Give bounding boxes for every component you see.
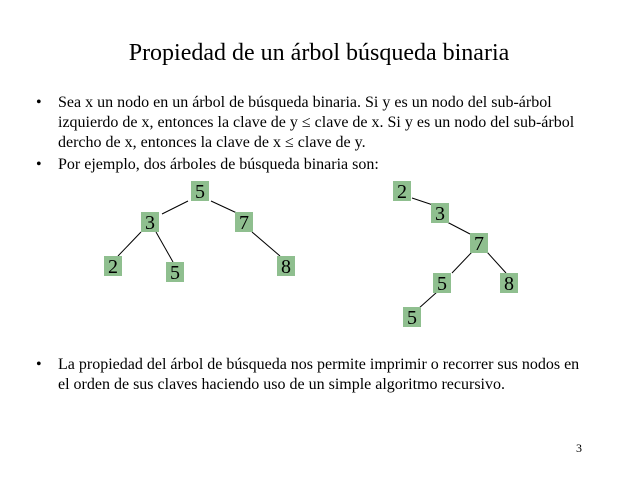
node-label: 5 [195, 181, 205, 203]
tree2-node-3 [431, 203, 449, 225]
tree2-node-8 [500, 273, 518, 295]
edge-7-5 [452, 252, 472, 273]
edge-7-8 [252, 232, 280, 256]
node-label: 5 [437, 273, 447, 295]
node-label: 7 [474, 233, 484, 255]
node-label: 2 [108, 256, 118, 278]
node-label: 3 [435, 203, 445, 225]
tree1-node-left-right [166, 262, 184, 284]
tree1-node-left [141, 212, 159, 234]
edge-5-3 [162, 201, 188, 214]
slide-title: Propiedad de un árbol búsqueda binaria [128, 40, 510, 66]
tree1-node-right-right [277, 256, 295, 278]
edge-5-7 [211, 201, 239, 214]
edge-7-8 [487, 252, 506, 273]
tree2-node-5-left [403, 307, 421, 329]
bullet-conclusion [36, 355, 588, 395]
tree2-node-5 [433, 273, 451, 295]
tree2-edges [412, 198, 506, 309]
bullet-marker: • [36, 156, 42, 173]
bullet-marker: • [36, 356, 42, 373]
edge-3-5 [156, 232, 173, 262]
node-label: 8 [504, 273, 514, 295]
node-label: 5 [407, 307, 417, 329]
bullet-text: Por ejemplo, dos árboles de búsqueda binaria son: [58, 156, 379, 173]
bullet-text: La propiedad del árbol de búsqueda nos permite imprimir o recorrer sus nodos en el orden de sus claves haciendo uso de un simple algoritmo recursivo. [58, 356, 580, 393]
node-label: 2 [397, 181, 407, 203]
node-label: 7 [239, 212, 249, 234]
node-label: 5 [170, 262, 180, 284]
edge-3-2 [118, 232, 141, 256]
tree2-node-root [393, 181, 411, 203]
node-label: 3 [145, 212, 155, 234]
edge-3-7 [447, 222, 470, 234]
tree1-node-right [235, 212, 253, 234]
tree1-node-left-left [104, 256, 122, 278]
bullet-text: Sea x un nodo en un árbol de búsqueda binaria. Si y es un nodo del sub-árbol izquierdo de x, entonces la clave de y ≤ clave de x. Si y es un nodo del sub-árbol dercho de x, entonces la clave de x ≤ clave de y. [58, 94, 575, 151]
edge-2-3 [412, 198, 433, 205]
page-number: 3 [576, 441, 582, 455]
bullet-marker: • [36, 94, 42, 111]
edge-5-5 [418, 292, 437, 309]
tree2-node-7 [470, 233, 488, 255]
tree1-node-root [191, 181, 209, 203]
node-label: 8 [281, 256, 291, 278]
